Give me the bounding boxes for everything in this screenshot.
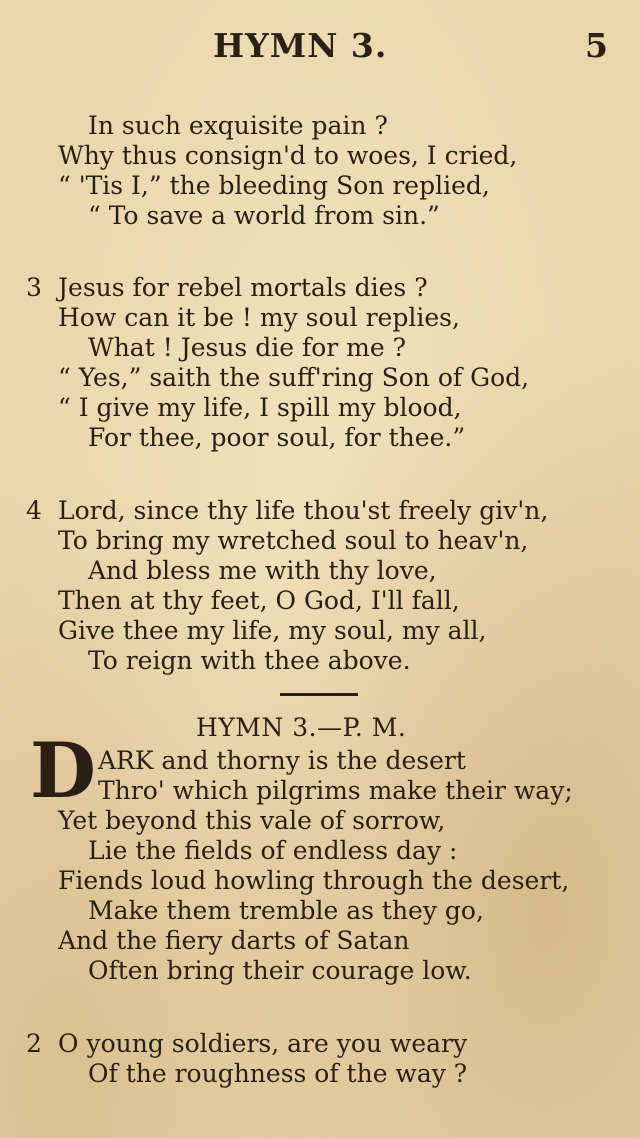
verse-line: Thro' which pilgrims make their way; [98, 776, 573, 805]
verse-line: “ I give my life, I spill my blood, [58, 393, 462, 422]
verse-line: For thee, poor soul, for thee.” [88, 423, 466, 452]
verse-line: Jesus for rebel mortals dies ? [58, 273, 428, 302]
stanza-number: 3 [26, 273, 42, 302]
verse-line: And the fiery darts of Satan [58, 926, 410, 955]
drop-cap: D [30, 726, 96, 815]
page-number: 5 [585, 26, 608, 65]
verse-line: Then at thy feet, O God, I'll fall, [58, 586, 460, 615]
verse-line: Why thus consign'd to woes, I cried, [58, 141, 518, 170]
verse-line: ARK and thorny is the desert [98, 746, 466, 775]
verse-line: Lie the fields of endless day : [88, 836, 458, 865]
verse-line: Lord, since thy life thou'st freely giv'n, [58, 496, 549, 525]
verse-line: “ Yes,” saith the suff'ring Son of God, [58, 363, 530, 392]
verse-line: Fiends loud howling through the desert, [58, 866, 570, 895]
verse-line: What ! Jesus die for me ? [88, 333, 407, 362]
verse-line: In such exquisite pain ? [88, 111, 388, 140]
stanza-number: 4 [26, 496, 42, 525]
hymn-heading: HYMN 3.—P. M. [196, 713, 407, 742]
verse-line: “ 'Tis I,” the bleeding Son replied, [58, 171, 490, 200]
verse-line: And bless me with thy love, [88, 556, 437, 585]
verse-line: How can it be ! my soul replies, [58, 303, 460, 332]
running-head [0, 26, 640, 66]
verse-line: To reign with thee above. [88, 646, 411, 675]
verse-line: Give thee my life, my soul, my all, [58, 616, 487, 645]
page-header-title: HYMN 3. [213, 26, 388, 65]
verse-line: To bring my wretched soul to heav'n, [58, 526, 529, 555]
verse-line: Make them tremble as they go, [88, 896, 484, 925]
verse-line: “ To save a world from sin.” [88, 201, 440, 230]
verse-line: Often bring their courage low. [88, 956, 472, 985]
verse-line: O young soldiers, are you weary [58, 1029, 468, 1058]
stanza-number: 2 [26, 1029, 42, 1058]
section-divider [280, 693, 358, 696]
verse-line: Of the roughness of the way ? [88, 1059, 468, 1088]
verse-line: Yet beyond this vale of sorrow, [58, 806, 446, 835]
